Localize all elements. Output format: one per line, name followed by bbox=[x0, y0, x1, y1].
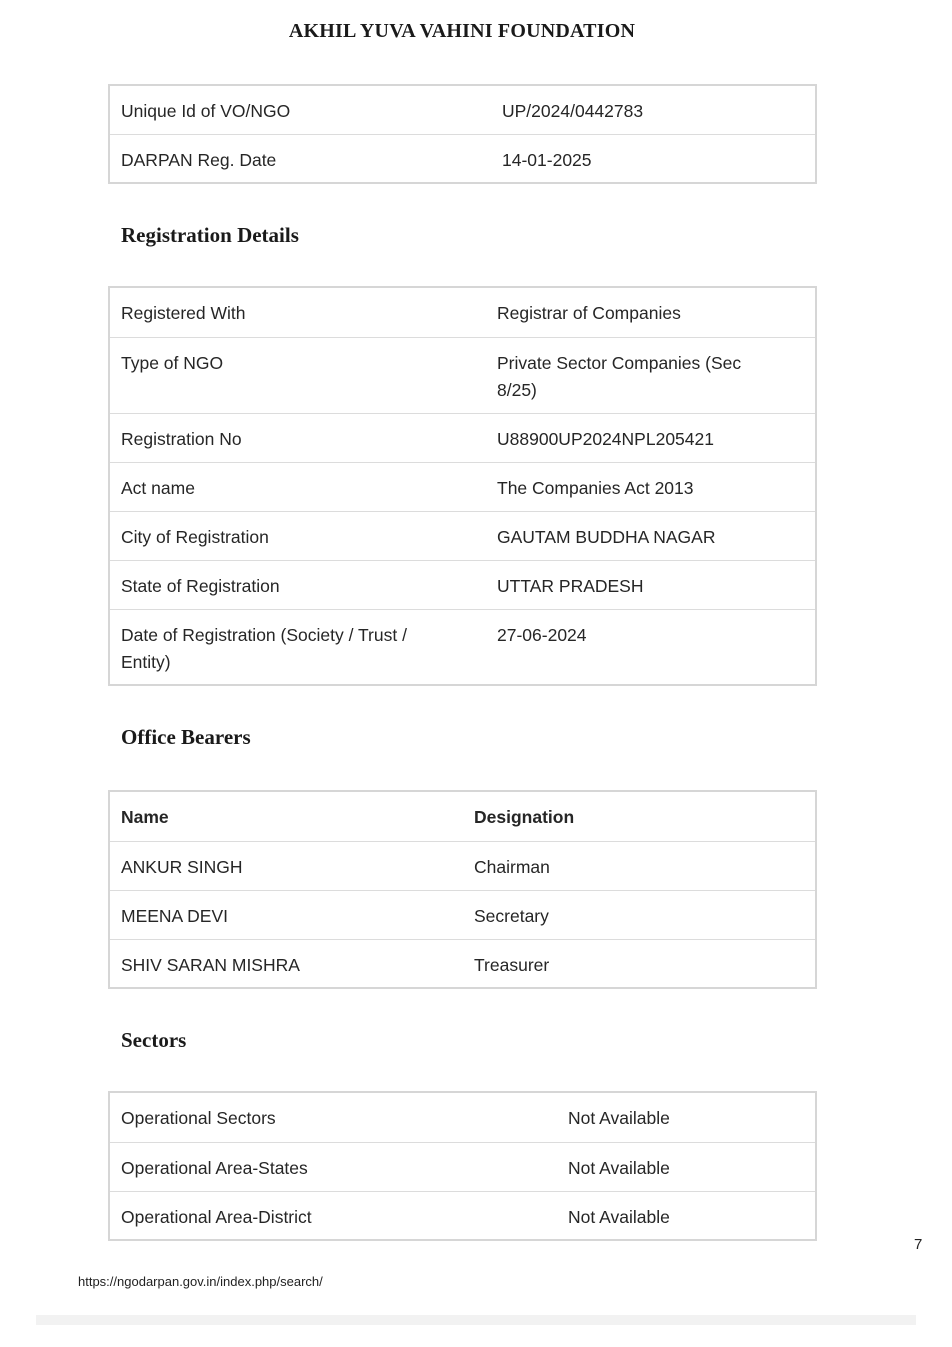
table-row bbox=[109, 1191, 816, 1240]
bearer-name: ANKUR SINGH bbox=[109, 841, 463, 890]
table-row bbox=[109, 85, 816, 134]
page-number: 7 bbox=[914, 1236, 923, 1253]
bearer-designation: Chairman bbox=[463, 841, 816, 890]
sector-label: Operational Area-States bbox=[109, 1142, 557, 1191]
sectors-table bbox=[108, 1091, 817, 1241]
sector-label: Operational Sectors bbox=[121, 1108, 276, 1128]
registration-label: Type of NGO bbox=[109, 337, 486, 413]
footer-url: https://ngodarpan.gov.in/index.php/search/ bbox=[78, 1274, 323, 1289]
column-header-designation: Designation bbox=[474, 807, 575, 827]
bearer-designation: Secretary bbox=[463, 890, 816, 939]
registration-value: Private Sector Companies (Sec 8/25) bbox=[486, 337, 816, 413]
table-row bbox=[109, 890, 816, 939]
table-header-row bbox=[109, 791, 816, 841]
column-header-name: Name bbox=[121, 807, 169, 827]
bearer-name: SHIV SARAN MISHRA bbox=[109, 939, 463, 988]
registration-value: The Companies Act 2013 bbox=[486, 462, 816, 511]
registration-value: UTTAR PRADESH bbox=[486, 560, 816, 609]
registration-label: Act name bbox=[109, 462, 486, 511]
registration-value: GAUTAM BUDDHA NAGAR bbox=[486, 511, 816, 560]
registration-value: Registrar of Companies bbox=[497, 303, 681, 323]
table-row bbox=[109, 939, 816, 988]
table-row bbox=[109, 609, 816, 685]
summary-value-darpan-date: 14-01-2025 bbox=[491, 134, 816, 183]
table-row bbox=[109, 134, 816, 183]
bottom-divider bbox=[36, 1315, 916, 1325]
registration-details-heading: Registration Details bbox=[121, 223, 299, 247]
summary-label-darpan-date: DARPAN Reg. Date bbox=[109, 134, 491, 183]
table-row bbox=[109, 1092, 816, 1142]
bearer-name: MEENA DEVI bbox=[109, 890, 463, 939]
sector-label: Operational Area-District bbox=[109, 1191, 557, 1240]
table-row bbox=[109, 413, 816, 462]
table-row bbox=[109, 841, 816, 890]
sectors-heading: Sectors bbox=[121, 1028, 187, 1052]
summary-label-unique-id: Unique Id of VO/NGO bbox=[121, 101, 291, 121]
registration-label: State of Registration bbox=[109, 560, 486, 609]
office-bearers-table bbox=[108, 790, 817, 989]
registration-label: Registration No bbox=[109, 413, 486, 462]
table-row bbox=[109, 462, 816, 511]
summary-table bbox=[108, 84, 817, 184]
registration-value: U88900UP2024NPL205421 bbox=[486, 413, 816, 462]
sector-value: Not Available bbox=[557, 1142, 816, 1191]
table-row bbox=[109, 287, 816, 337]
table-row bbox=[109, 511, 816, 560]
summary-value-unique-id: UP/2024/0442783 bbox=[502, 101, 644, 121]
registration-value: 27-06-2024 bbox=[486, 609, 816, 685]
bearer-designation: Treasurer bbox=[463, 939, 816, 988]
table-row bbox=[109, 560, 816, 609]
sector-value: Not Available bbox=[568, 1108, 670, 1128]
table-row bbox=[109, 1142, 816, 1191]
registration-label: City of Registration bbox=[109, 511, 486, 560]
sector-value: Not Available bbox=[557, 1191, 816, 1240]
table-row bbox=[109, 337, 816, 413]
registration-label: Date of Registration (Society / Trust / Entity) bbox=[109, 609, 486, 685]
registration-table bbox=[108, 286, 817, 686]
page-title: AKHIL YUVA VAHINI FOUNDATION bbox=[288, 20, 636, 42]
office-bearers-heading: Office Bearers bbox=[121, 725, 251, 749]
registration-label: Registered With bbox=[121, 303, 246, 323]
